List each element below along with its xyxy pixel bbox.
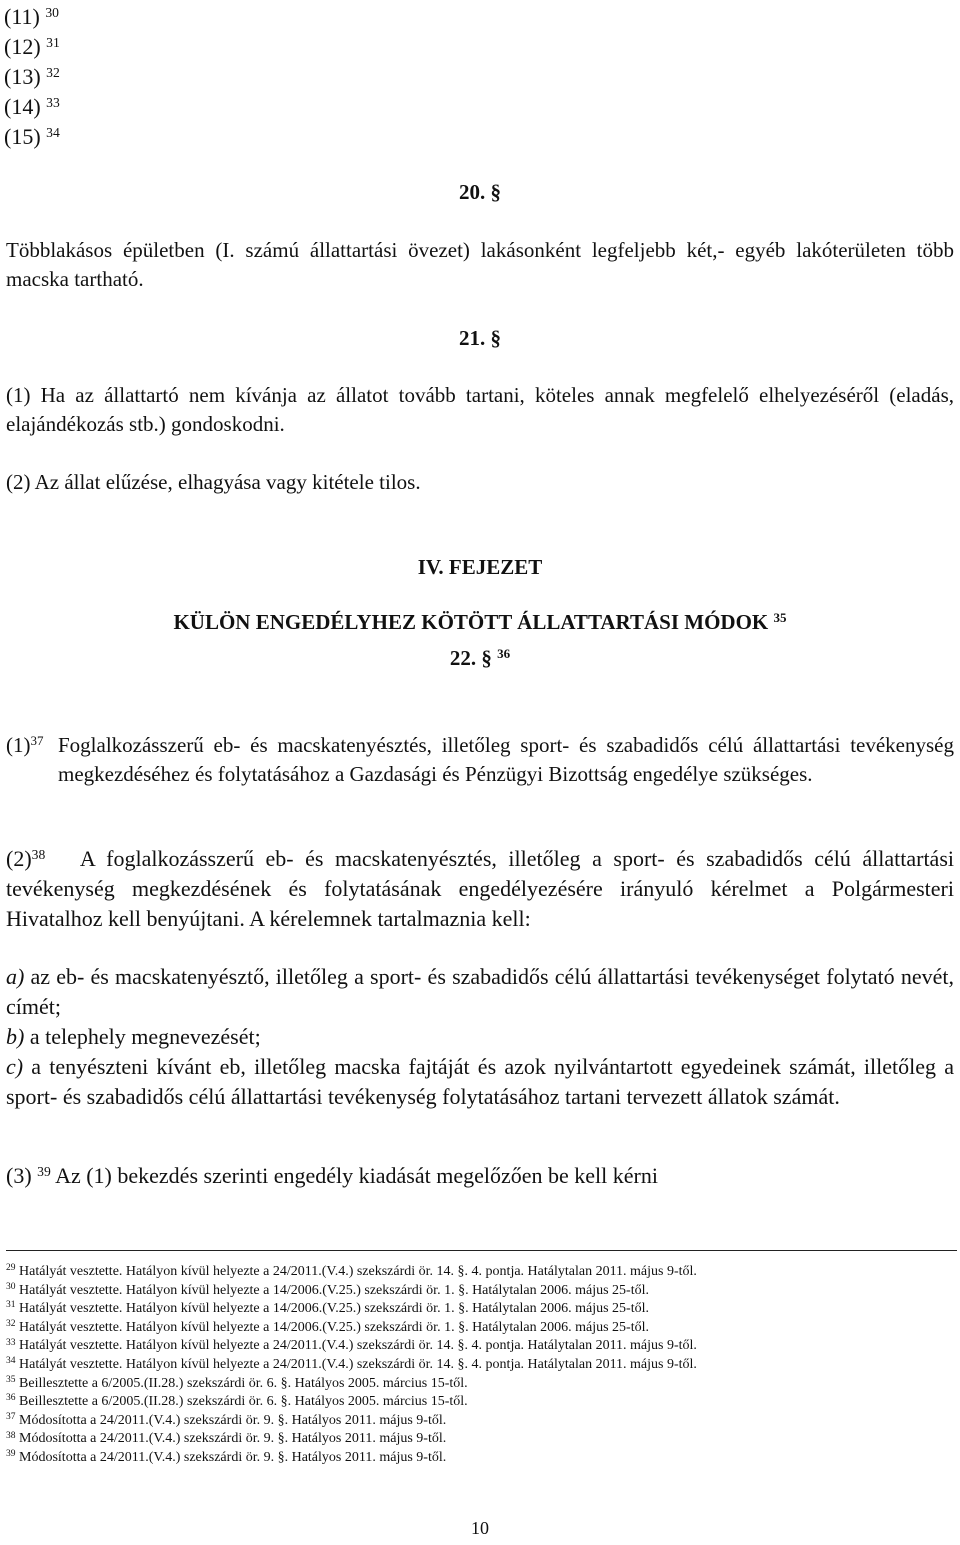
footnote: $^{29}$ Hatályát vesztette. Hatályon kívül helyezte a 24/2011.(V.4.) szekszárdi ör. 14. §. 4. pontja. Hatálytalan 2011. május 9-től. <box>6 1263 697 1279</box>
section-22-list <box>6 962 954 1112</box>
list-item: a) az eb- és macskatenyésztő, illetőleg a sport- és szabadidős célú állattartási tevékenységet folytató nevét, címét; <box>6 964 954 1019</box>
footnote: $^{39}$ Módosította a 24/2011.(V.4.) szekszárdi ör. 9. §. Hatályos 2011. május 9-től. <box>6 1449 447 1465</box>
removed-item: (12) $^{31}$ <box>4 34 60 59</box>
footnote-ref[interactable]: 36 <box>497 645 511 661</box>
section-20-heading: 20. § <box>459 180 501 204</box>
removed-item: (15) $^{34}$ <box>4 124 60 149</box>
footnote: $^{32}$ Hatályát vesztette. Hatályon kívül helyezte a 14/2006.(V.25.) szekszárdi ör. 1. §. Hatálytalan 2006. május 25-től. <box>6 1319 649 1335</box>
footnote: $^{37}$ Módosította a 24/2011.(V.4.) szekszárdi ör. 9. §. Hatályos 2011. május 9-től. <box>6 1412 447 1428</box>
footnote: $^{35}$ Beillesztette a 6/2005.(II.28.) szekszárdi ör. 6. §. Hatályos 2005. március 15-től. <box>6 1374 468 1391</box>
footnote-ref[interactable]: 37 <box>30 732 44 748</box>
section-22-paragraph-3: (3) $^{39}$ Az (1) bekezdés szerinti engedély kiadását megelőzően be kell kérni <box>6 1163 658 1188</box>
chapter-subtitle: KÜLÖN ENGEDÉLYHEZ KÖTÖTT ÁLLATTARTÁSI MÓDOK $^{35}$ <box>173 609 787 634</box>
footnote: $^{38}$ Módosította a 24/2011.(V.4.) szekszárdi ör. 9. §. Hatályos 2011. május 9-től. <box>6 1430 447 1447</box>
removed-item: (14) $^{33}$ <box>4 94 60 119</box>
list-item: c) a tenyészteni kívánt eb, illetőleg macska fajtáját és azok nyilvántartott egyedeinek számát, illetőleg a sport- és szabadidős célú állattartási tevékenység folytatásához tartani tervezett állatok számát. <box>6 1054 954 1109</box>
footnote-ref[interactable]: 31 <box>46 34 60 50</box>
footnote: $^{31}$ Hatályát vesztette. Hatályon kívül helyezte a 14/2006.(V.25.) szekszárdi ör. 1. §. Hatálytalan 2006. május 25-től. <box>6 1300 649 1317</box>
footnote-ref[interactable]: 30 <box>45 4 59 20</box>
footnote-ref[interactable]: 32 <box>46 64 60 80</box>
section-21-paragraph-1: (1) Ha az állattartó nem kívánja az állatot tovább tartani, köteles annak megfelelő elhelyezéséről (eladás, elajándékozás stb.) gondoskodni. <box>6 383 954 436</box>
page-number: 10 <box>471 1518 489 1538</box>
footnotes <box>6 1263 956 1468</box>
footnote: $^{30}$ Hatályát vesztette. Hatályon kívül helyezte a 14/2006.(V.25.) szekszárdi ör. 1. §. Hatálytalan 2006. május 25-től. <box>6 1281 649 1298</box>
paragraph-text: Az (1) bekezdés szerinti engedély kiadását megelőzően be kell kérni <box>55 1163 658 1188</box>
section-22-paragraph-2: $(2)^{38}$ A foglalkozásszerű eb- és macskatenyésztés, illetőleg a sport- és szabadidős célú állattartási tevékenység megkezdésének és folytatásának engedélyezésére irányuló kérelmet a Polgármesteri Hivatalhoz kell benyújtani. A kérelemnek tartalmaznia kell: <box>6 846 954 931</box>
list-item: b) a telephely megnevezését; <box>6 1024 261 1049</box>
removed-item: (11) $^{30}$ <box>4 4 59 29</box>
footnote-ref[interactable]: 35 <box>773 609 787 625</box>
footnote: $^{36}$ Beillesztette a 6/2005.(II.28.) szekszárdi ör. 6. §. Hatályos 2005. március 15-től. <box>6 1393 468 1410</box>
footnote-ref[interactable]: 34 <box>46 124 60 140</box>
removed-items-list <box>4 2 60 152</box>
footnote-ref[interactable]: 38 <box>31 846 46 862</box>
footnote-ref[interactable]: 39 <box>37 1163 51 1179</box>
footnote-ref[interactable]: 33 <box>46 94 60 110</box>
section-21-heading: 21. § <box>459 326 501 350</box>
chapter-title: IV. FEJEZET <box>417 555 543 579</box>
section-21-paragraph-2: (2) Az állat elűzése, elhagyása vagy kitétele tilos. <box>6 470 421 494</box>
footnote: $^{33}$ Hatályát vesztette. Hatályon kívül helyezte a 24/2011.(V.4.) szekszárdi ör. 14. §. 4. pontja. Hatálytalan 2011. május 9-től. <box>6 1337 697 1354</box>
removed-item: (13) $^{32}$ <box>4 64 60 89</box>
paragraph-text: A foglalkozásszerű eb- és macskatenyésztés, illetőleg a sport- és szabadidős célú állattartási tevékenység megkezdésének és folytatásának engedélyezésére irányuló kérelmet a Polgármesteri Hivatalhoz kell benyújtani. A kérelemnek tartalmaznia kell: <box>6 846 954 931</box>
section-22-heading: 22. § $^{36}$ <box>449 645 511 670</box>
footnote: $^{34}$ Hatályát vesztette. Hatályon kívül helyezte a 24/2011.(V.4.) szekszárdi ör. 14. §. 4. pontja. Hatálytalan 2011. május 9-től. <box>6 1356 697 1372</box>
section-22-paragraph-1-body: $(1)^{37}$ Foglalkozásszerű eb- és macskatenyésztés, illetőleg sport- és szabadidős célú állattartási tevékenység megkezdéséhez és folytatásához a Gazdasági és Pénzügyi Bizottság engedélye szükséges. <box>6 731 954 789</box>
footnote-divider <box>6 1250 957 1251</box>
paragraph-text: Foglalkozásszerű eb- és macskatenyésztés, illetőleg sport- és szabadidős célú állattartási tevékenység megkezdéséhez és folytatásához a Gazdasági és Pénzügyi Bizottság engedélye szükséges. <box>58 733 954 786</box>
section-20-text: Többlakásos épületben (I. számú állattartási övezet) lakásonként legfeljebb két,- egyéb lakóterületen több macska tartható. <box>6 238 954 291</box>
